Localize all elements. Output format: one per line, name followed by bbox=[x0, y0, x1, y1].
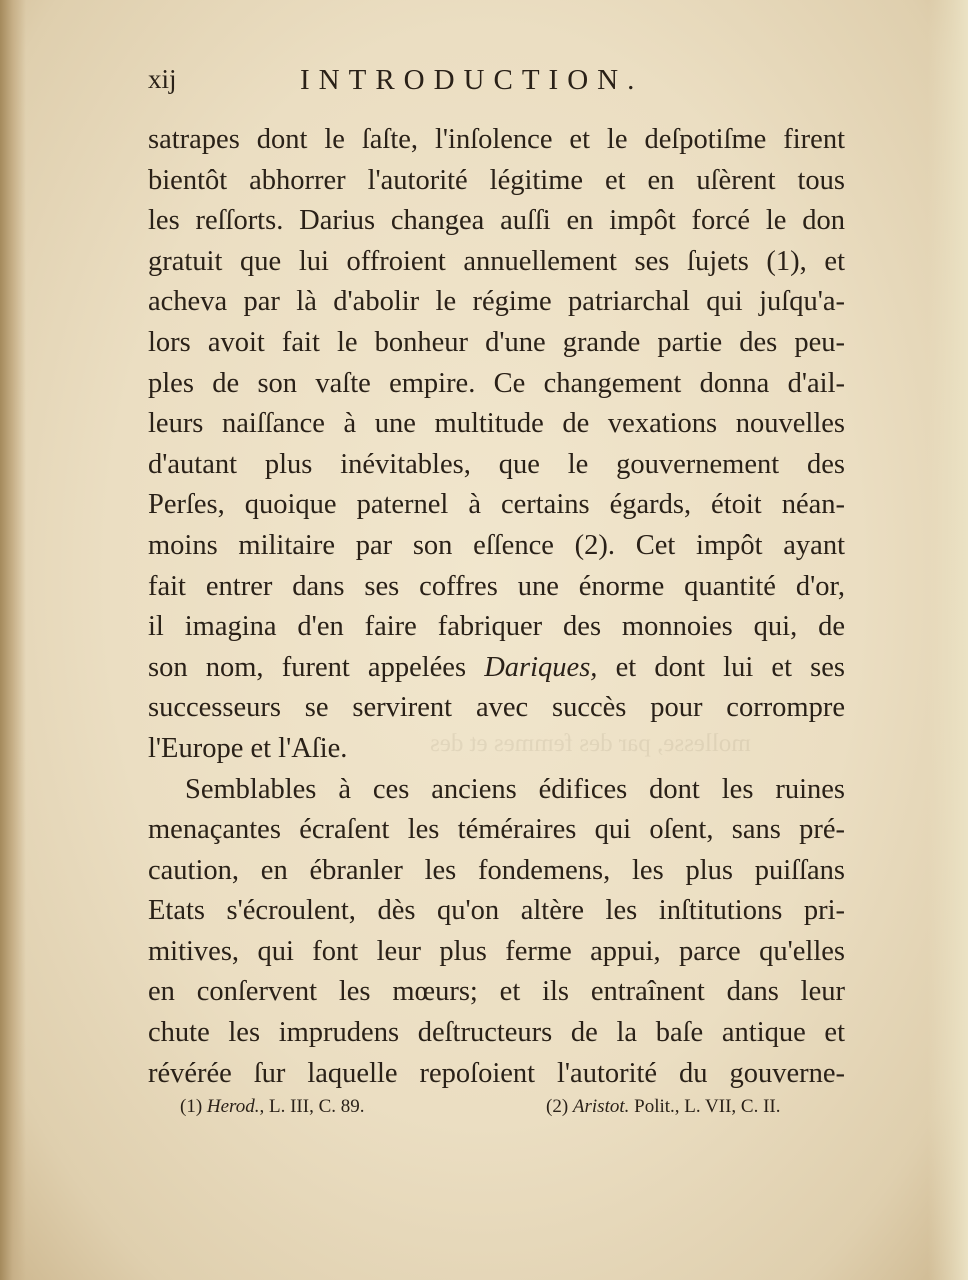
running-head bbox=[148, 64, 848, 100]
text-line: mitives, qui font leur plus ferme appui, parce qu'elles bbox=[148, 935, 845, 967]
text-line: caution, en ébranler les fondemens, les plus puiſſans bbox=[148, 854, 845, 886]
footnote-author: Herod. bbox=[206, 1096, 260, 1117]
text-line-paragraph-end: l'Europe et l'Aſie. bbox=[148, 732, 348, 764]
footnote-number: (2) bbox=[546, 1096, 569, 1117]
text-line: fait entrer dans ses coffres une énorme quantité d'or, bbox=[148, 570, 845, 602]
footnote-2 bbox=[546, 1096, 781, 1118]
page-title: INTRODUCTION. bbox=[300, 64, 644, 96]
text-line: bientôt abhorrer l'autorité légitime et en uſèrent tous bbox=[148, 164, 845, 196]
page-edge-highlight bbox=[928, 0, 968, 1280]
text-line: il imagina d'en faire fabriquer des monnoies qui, de bbox=[148, 611, 845, 643]
text-line: chute les imprudens deſtructeurs de la baſe antique et bbox=[148, 1017, 845, 1049]
footnotes bbox=[180, 1096, 840, 1126]
text-line: d'autant plus inévitables, que le gouvernement des bbox=[148, 448, 845, 480]
text-line-paragraph-start: Semblables à ces anciens édifices dont les ruines bbox=[185, 773, 845, 805]
text-line: Perſes, quoique paternel à certains égards, étoit néan- bbox=[148, 489, 845, 521]
page-number: xij bbox=[148, 64, 177, 94]
footnote-reference: Polit., L. VII, C. II. bbox=[634, 1096, 781, 1117]
text-line: révérée ſur laquelle repoſoient l'autorité du gouverne- bbox=[148, 1057, 845, 1089]
footnote-number: (1) bbox=[180, 1096, 203, 1117]
page-gutter-shadow bbox=[0, 0, 26, 1280]
line-segment: et dont lui et ses bbox=[615, 651, 845, 683]
italic-term: Dariques, bbox=[484, 651, 598, 683]
text-line: menaçantes écraſent les téméraires qui oſent, sans pré- bbox=[148, 814, 845, 846]
footnote-1 bbox=[180, 1096, 365, 1118]
text-line: ples de son vaſte empire. Ce changement donna d'ail- bbox=[148, 367, 845, 399]
text-line: leurs naiſſance à une multitude de vexations nouvelles bbox=[148, 408, 845, 440]
text-line: moins militaire par son eſſence (2). Cet impôt ayant bbox=[148, 529, 845, 561]
body-text bbox=[148, 120, 845, 1094]
text-line: lors avoit fait le bonheur d'une grande partie des peu- bbox=[148, 326, 845, 358]
footnote-reference: , L. III, C. 89. bbox=[259, 1096, 365, 1117]
text-line: acheva par là d'abolir le régime patriarchal qui juſqu'a- bbox=[148, 286, 845, 318]
text-line: Etats s'écroulent, dès qu'on altère les inſtitutions pri- bbox=[148, 895, 845, 927]
text-line-with-italic bbox=[148, 648, 845, 689]
text-line: successeurs se servirent avec succès pour corrompre bbox=[148, 692, 845, 724]
text-line: en conſervent les mœurs; et ils entraînent dans leur bbox=[148, 976, 845, 1008]
line-segment: son nom, furent appelées bbox=[148, 651, 467, 683]
bleed-through-text: mollesse, par des femmes et des bbox=[430, 730, 751, 757]
text-line: gratuit que lui offroient annuellement ses ſujets (1), et bbox=[148, 245, 845, 277]
text-line: satrapes dont le ſaſte, l'inſolence et le deſpotiſme firent bbox=[148, 124, 845, 155]
text-line: les reſſorts. Darius changea auſſi en impôt forcé le don bbox=[148, 205, 845, 237]
footnote-author: Aristot. bbox=[572, 1096, 630, 1117]
